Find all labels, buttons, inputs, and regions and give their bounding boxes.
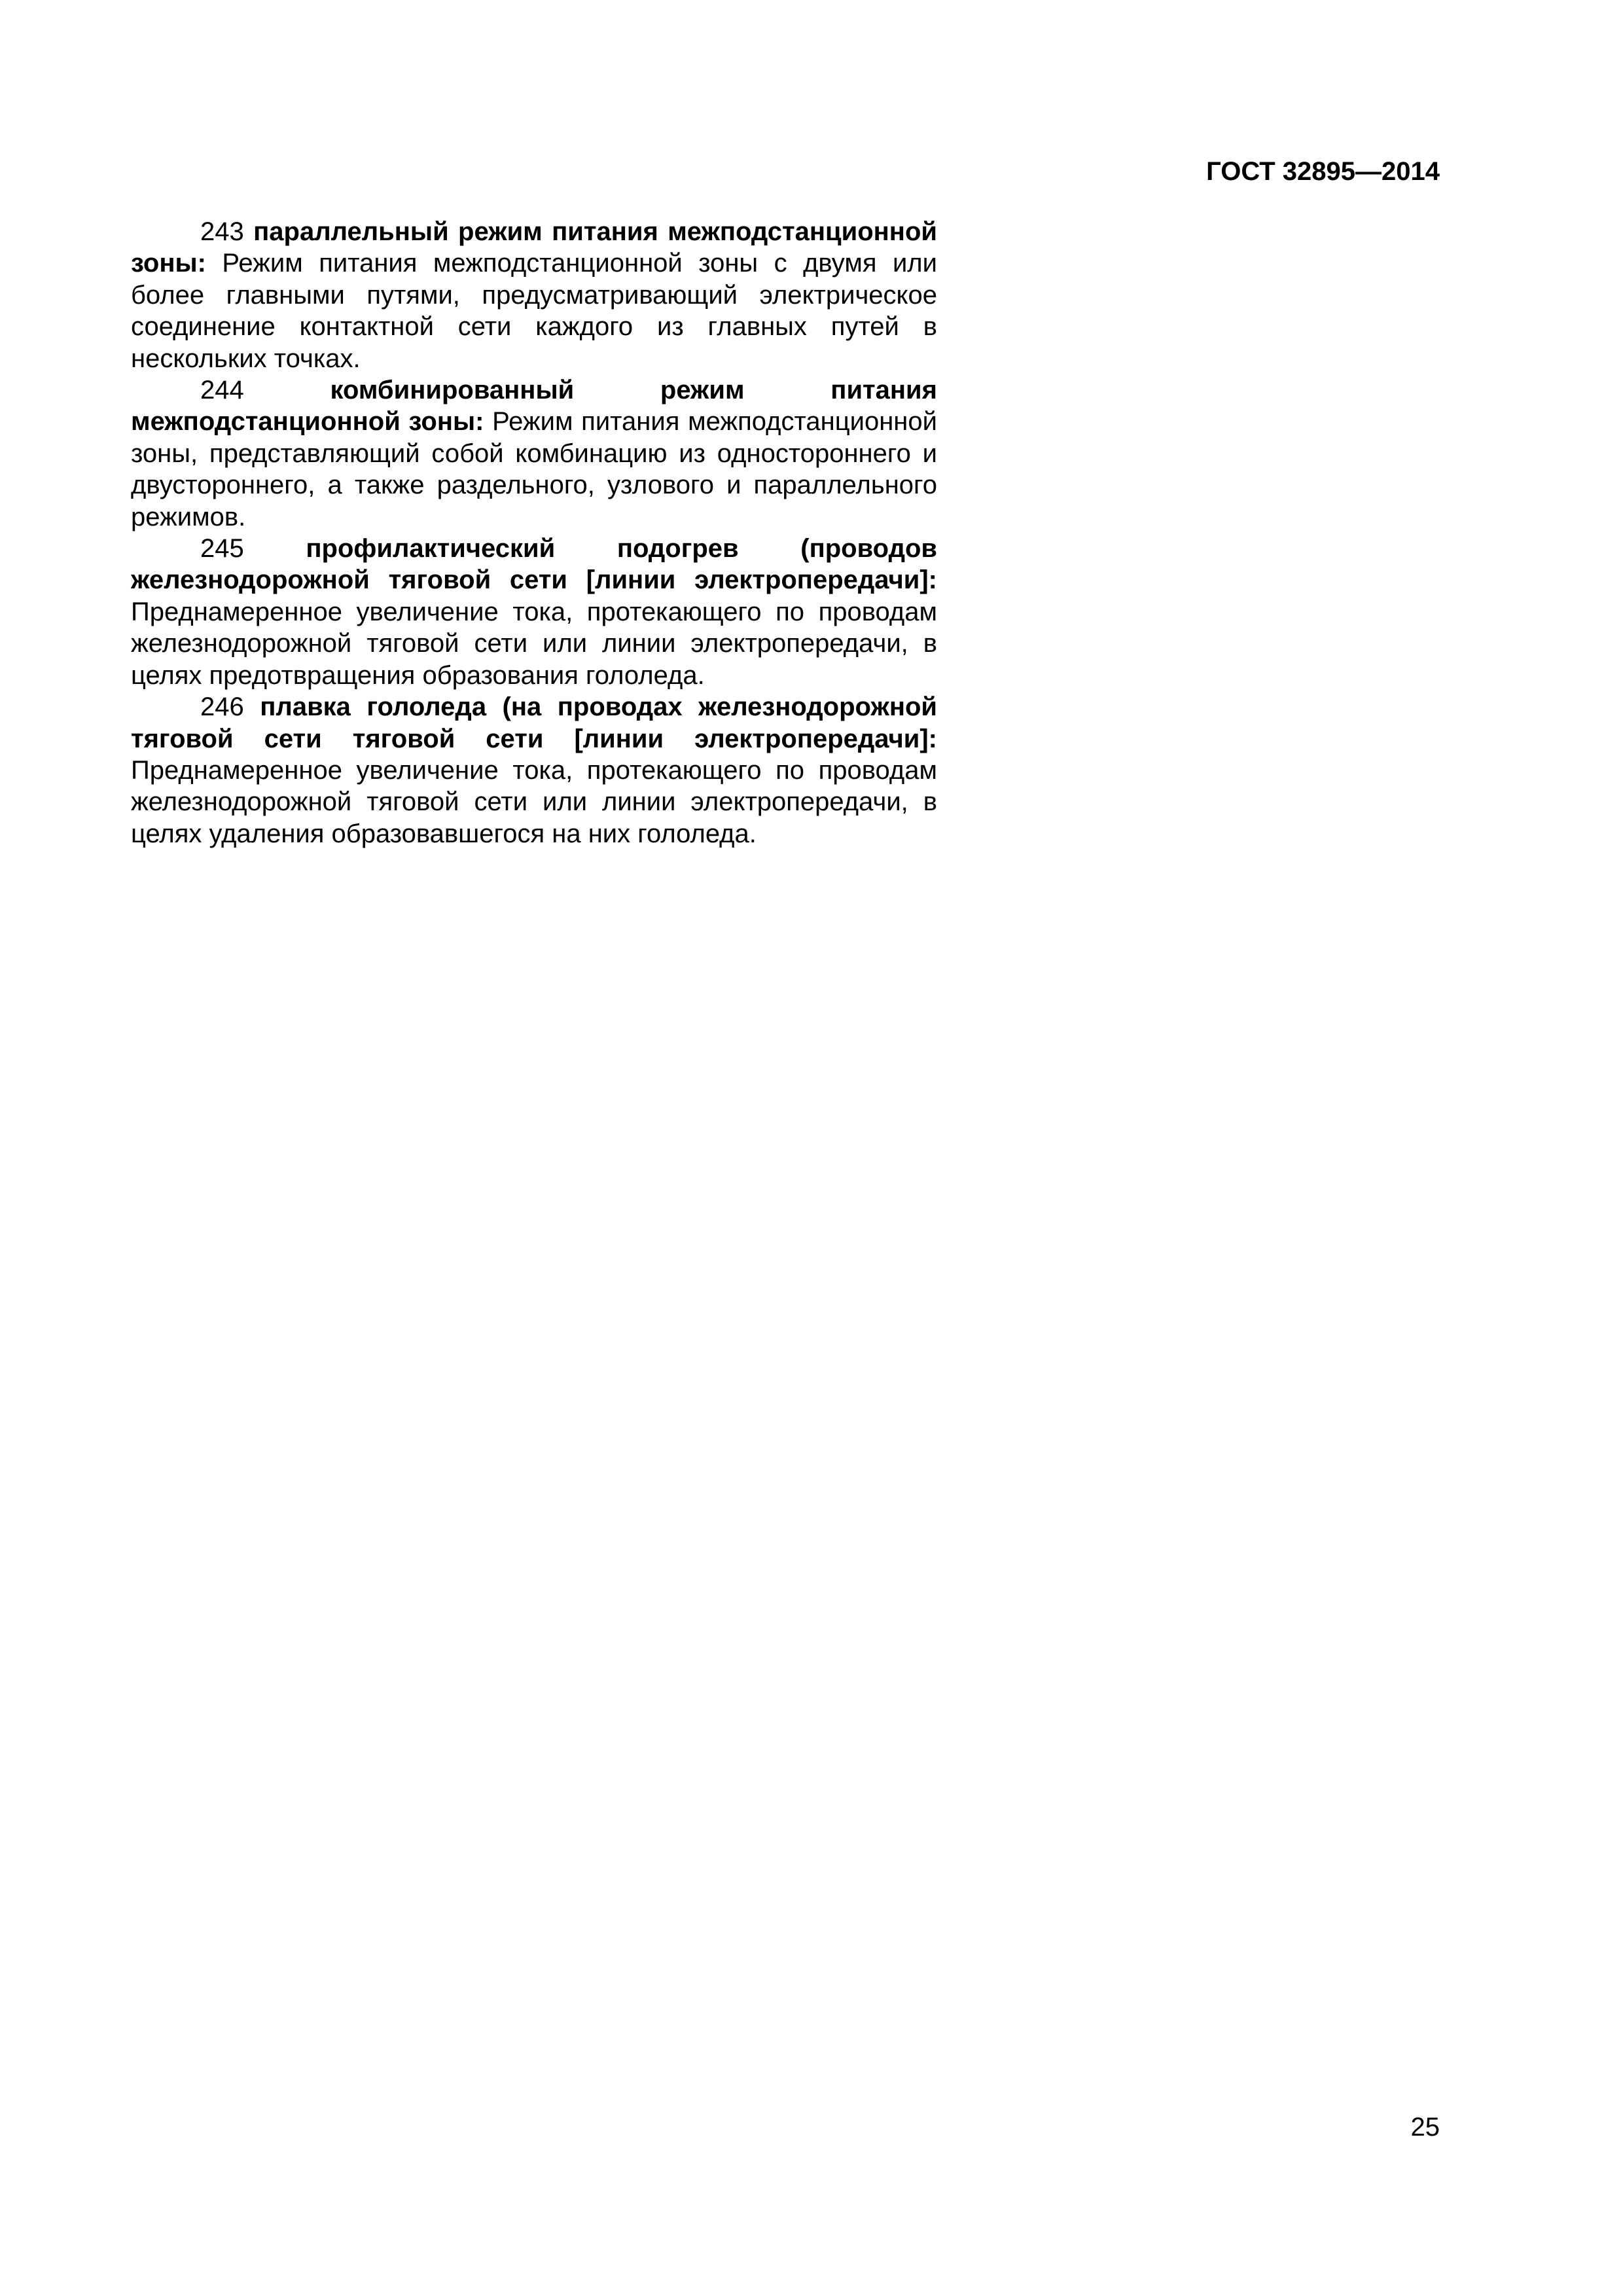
term-title: комбинированный режим питания межподстанционной зоны: [131, 376, 937, 437]
term-definition: Режим питания межподстанционной зоны, представляющий собой комбинацию из одностороннего и двустороннего, а также раздельного, узлового и параллельного режимов. [131, 407, 937, 531]
term-definition: Режим питания межподстанционной зоны с двумя или более главными путями, предусматривающий электрическое соединение контактной сети каждого из главных путей в нескольких точках. [131, 249, 937, 373]
page-number: 25 [1410, 2113, 1440, 2142]
term-entry-246 [131, 691, 937, 850]
term-title: параллельный режим питания межподстанционной зоны: [131, 217, 937, 278]
term-title: профилактический подогрев (проводов железнодорожной тяговой сети [линии электропередачи]: [131, 534, 937, 595]
term-definition: Преднамеренное увеличение тока, протекающего по проводам железнодорожной тяговой сети или линии электропередачи, в целях предотвращения образования гололеда. [131, 597, 937, 690]
term-entry-243 [131, 216, 937, 374]
term-number: 243 [200, 217, 244, 246]
term-number: 245 [200, 534, 244, 564]
term-number: 246 [200, 692, 244, 722]
term-definition: Преднамеренное увеличение тока, протекающего по проводам железнодорожной тяговой сети или линии электропередачи, в целях удаления образовавшегося на них гололеда. [131, 755, 937, 848]
term-title: плавка гололеда (на проводах железнодорожной тяговой сети тяговой сети [линии электропередачи]: [131, 692, 937, 753]
term-number: 244 [200, 376, 244, 405]
term-entry-244 [131, 374, 937, 533]
terms-list [131, 216, 937, 850]
term-entry-245 [131, 533, 937, 691]
document-code-header: ГОСТ 32895—2014 [1206, 157, 1440, 186]
